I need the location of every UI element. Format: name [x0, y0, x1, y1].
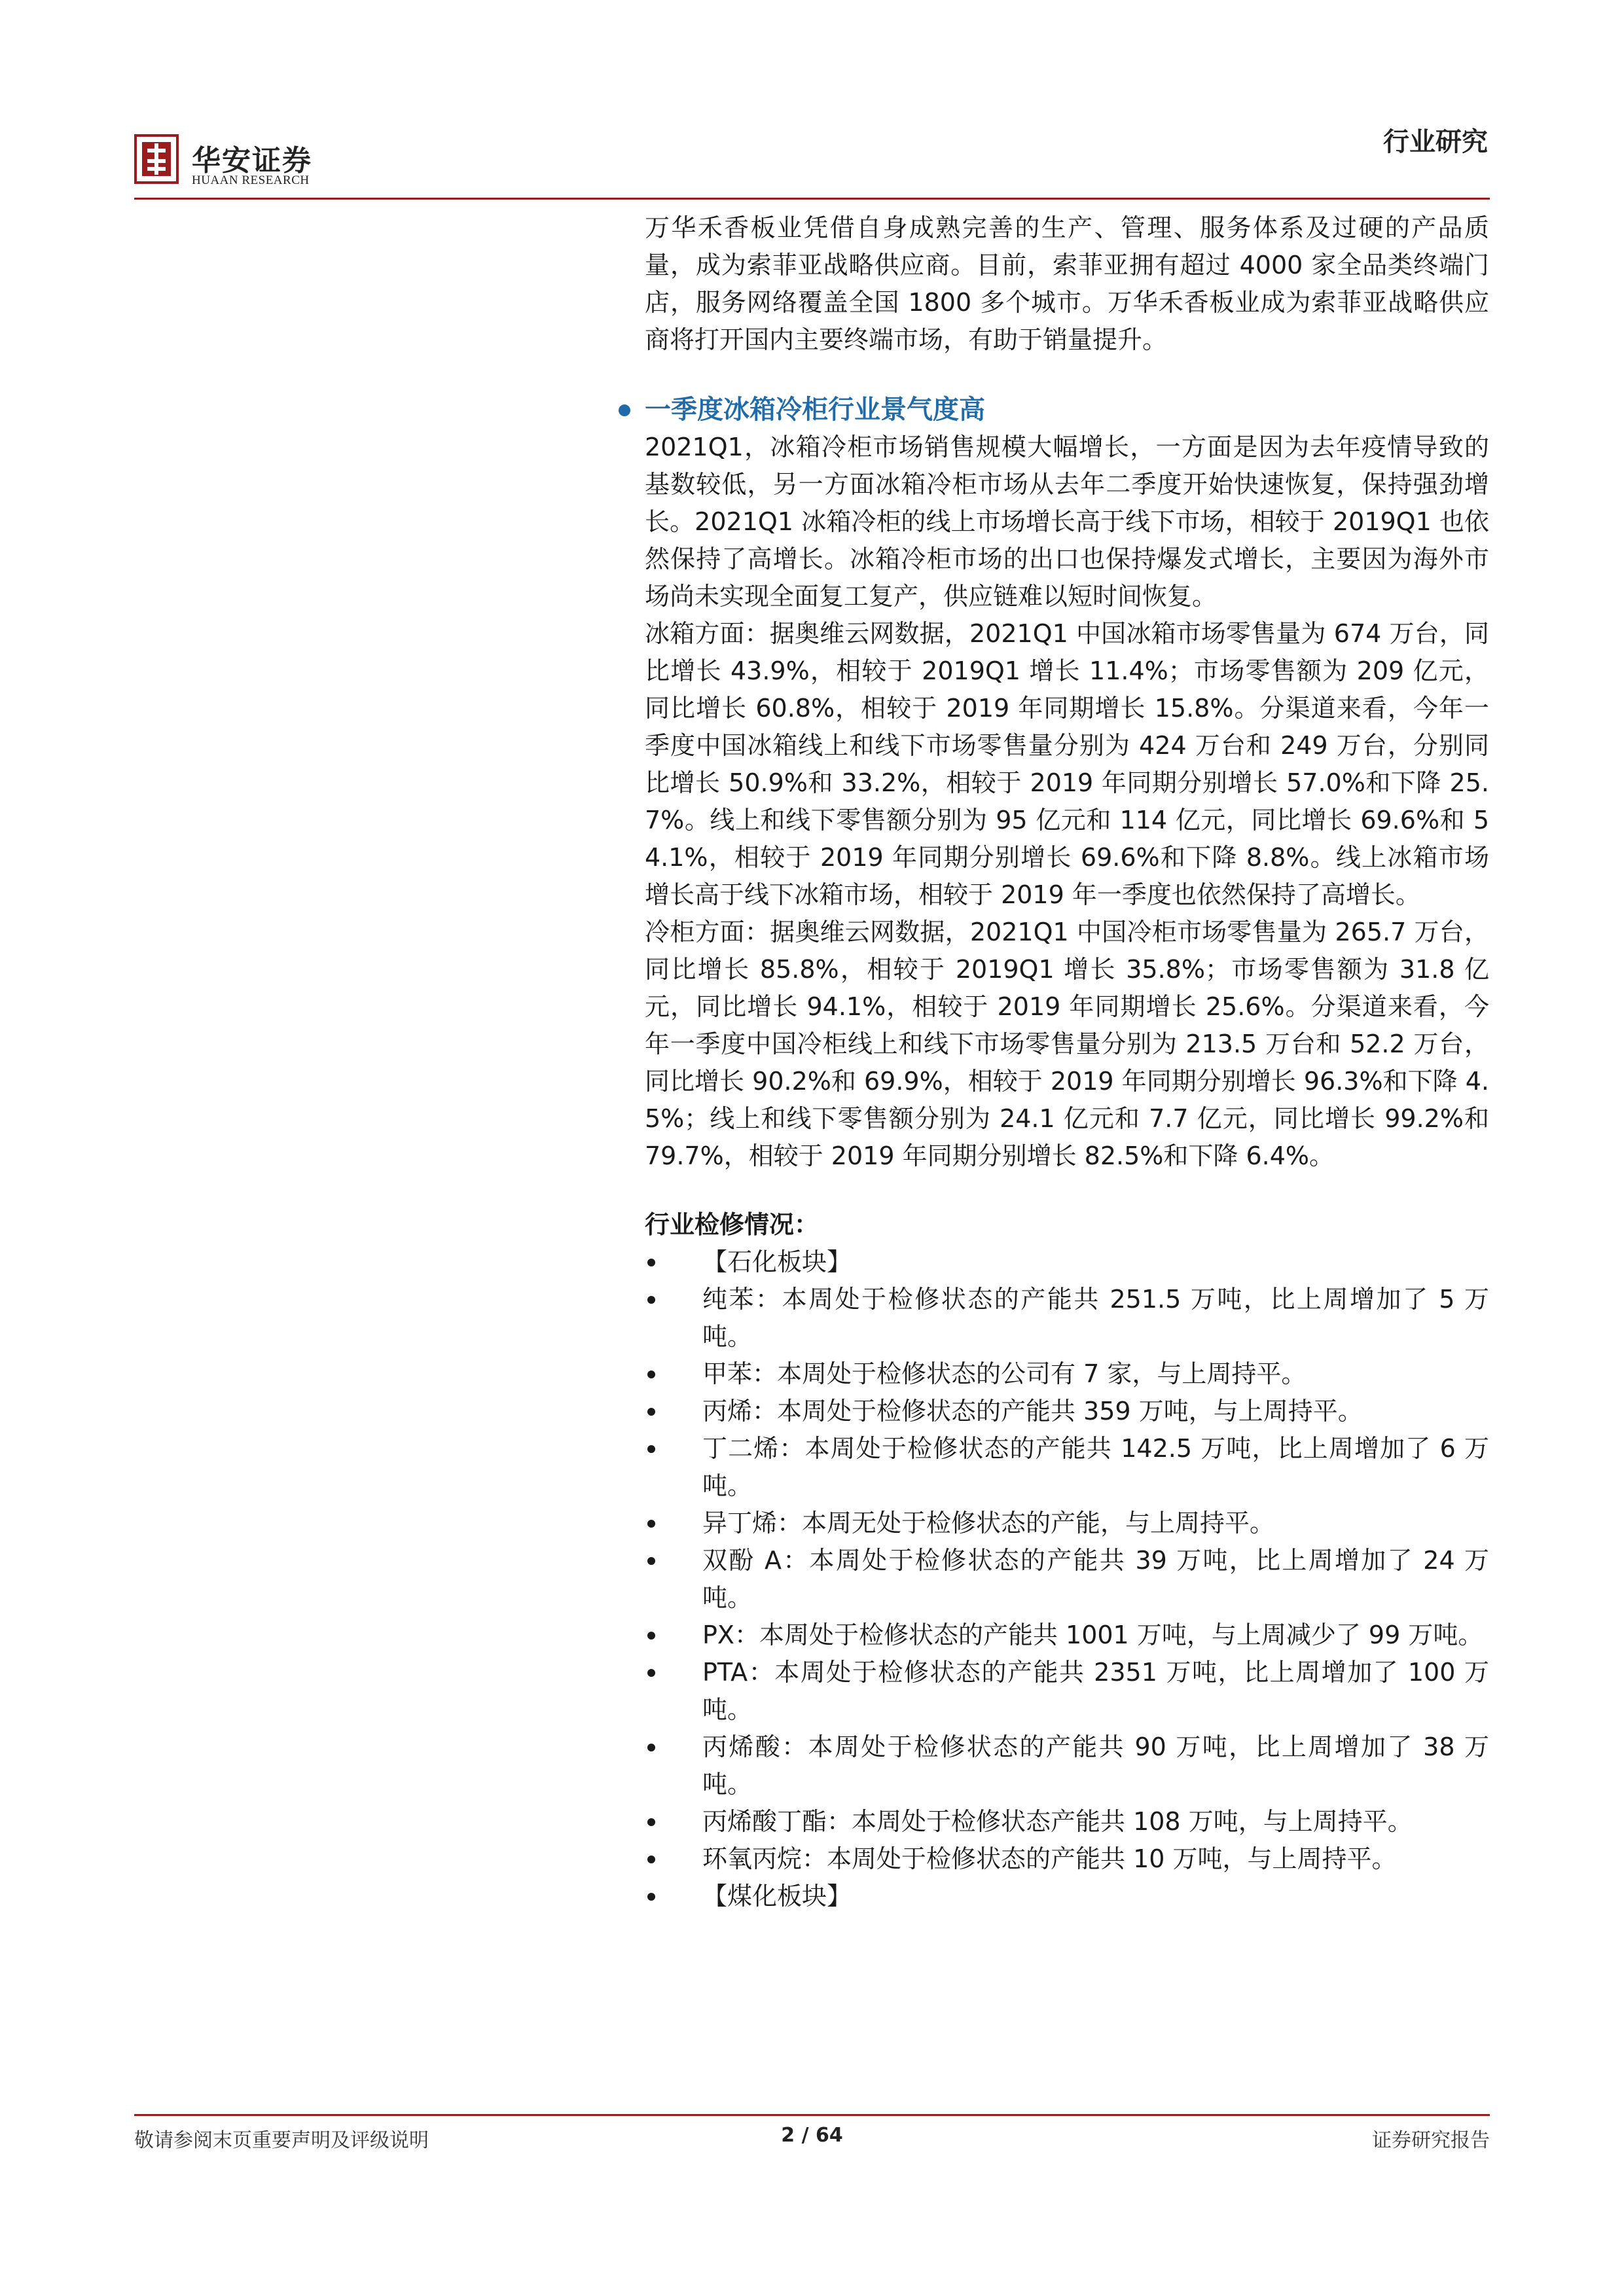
bullet-icon: [647, 1744, 655, 1751]
bullet-dot-icon: [619, 404, 630, 416]
bullet-icon: [647, 1445, 655, 1453]
body-paragraph-freezer: 冷柜方面：据奥维云网数据，2021Q1 中国冷柜市场零售量为 265.7 万台，同比增长 85.8%，相较于 2019Q1 增长 35.8%；市场零售额为 31.8 亿元，同比增长 94.1%，相较于 2019 年同期增长 25.6%。分渠道来看，今年一季度中国冷柜线上和线下市场零售量分别为 213.5 万台和 52.2 万台，同比增长 90.2%和 69.9%，相较于 2019 年同期分别增长 96.3%和下降 4.5%；线上和线下零售额分别为 24.1 亿元和 7.7 亿元，同比增长 99.2%和 79.7%，相较于 2019 年同期分别增长 82.5%和下降 6.4%。: [645, 918, 1489, 1170]
footer-divider: [134, 2114, 1490, 2116]
list-item: 双酚 A：本周处于检修状态的产能共 39 万吨，比上周增加了 24 万吨。: [645, 1542, 1489, 1617]
section-heading-text: 一季度冰箱冷柜行业景气度高: [645, 395, 985, 425]
footer-disclaimer: 敬请参阅末页重要声明及评级说明: [134, 2129, 429, 2152]
maintenance-list: [645, 1244, 1489, 1915]
list-item: 丙烯：本周处于检修状态的产能共 359 万吨，与上周持平。: [645, 1393, 1489, 1430]
list-item: 丙烯酸丁酯：本周处于检修状态产能共 108 万吨，与上周持平。: [645, 1803, 1489, 1840]
section-label: 行业研究: [1383, 127, 1488, 157]
bullet-icon: [647, 1259, 655, 1266]
header-divider: [134, 198, 1490, 200]
list-item: 纯苯：本周处于检修状态的产能共 251.5 万吨，比上周增加了 5 万吨。: [645, 1281, 1489, 1355]
bullet-icon: [647, 1296, 655, 1304]
bullet-icon: [647, 1893, 655, 1901]
list-item: 异丁烯：本周无处于检修状态的产能，与上周持平。: [645, 1505, 1489, 1542]
bullet-icon: [647, 1856, 655, 1863]
bullet-icon: [647, 1520, 655, 1528]
list-item: 丙烯酸：本周处于检修状态的产能共 90 万吨，比上周增加了 38 万吨。: [645, 1729, 1489, 1803]
bullet-icon: [647, 1818, 655, 1826]
main-content: [645, 209, 1489, 1915]
list-item: PTA：本周处于检修状态的产能共 2351 万吨，比上周增加了 100 万吨。: [645, 1654, 1489, 1729]
section-heading: [645, 391, 1489, 429]
bullet-icon: [647, 1408, 655, 1416]
body-paragraph-fridge: 冰箱方面：据奥维云网数据，2021Q1 中国冰箱市场零售量为 674 万台，同比增长 43.9%，相较于 2019Q1 增长 11.4%；市场零售额为 209 亿元，同比增长 60.8%，相较于 2019 年同期增长 15.8%。分渠道来看，今年一季度中国冰箱线上和线下市场零售量分别为 424 万台和 249 万台，分别同比增长 50.9%和 33.2%，相较于 2019 年同期分别增长 57.0%和下降 25.7%。线上和线下零售额分别为 95 亿元和 114 亿元，同比增长 69.6%和 54.1%，相较于 2019 年同期分别增长 69.6%和下降 8.8%。线上冰箱市场增长高于线下冰箱市场，相较于 2019 年一季度也依然保持了高增长。: [645, 619, 1489, 909]
logo-text-en: HUAAN RESEARCH: [192, 173, 310, 187]
logo-text-cn: 华安证券: [192, 144, 312, 177]
list-item: 【煤化板块】: [645, 1878, 1489, 1915]
list-item: 环氧丙烷：本周处于检修状态的产能共 10 万吨，与上周持平。: [645, 1840, 1489, 1878]
body-paragraph-market: 2021Q1，冰箱冷柜市场销售规模大幅增长，一方面是因为去年疫情导致的基数较低，另一方面冰箱冷柜市场从去年二季度开始快速恢复，保持强劲增长。2021Q1 冰箱冷柜的线上市场增长高于线下市场，相较于 2019Q1 也依然保持了高增长。冰箱冷柜市场的出口也保持爆发式增长，主要因为海外市场尚未实现全面复工复产，供应链难以短时间恢复。: [645, 433, 1489, 611]
seal-icon: [134, 134, 179, 184]
footer-doc-type: 证券研究报告: [1372, 2129, 1490, 2152]
bullet-icon: [647, 1557, 655, 1565]
bullet-icon: [647, 1669, 655, 1677]
company-logo: [134, 134, 331, 192]
list-item: 【石化板块】: [645, 1244, 1489, 1281]
list-item: 甲苯：本周处于检修状态的公司有 7 家，与上周持平。: [645, 1355, 1489, 1393]
maintenance-title: 行业检修情况：: [645, 1210, 820, 1239]
bullet-icon: [647, 1371, 655, 1378]
intro-paragraph: 万华禾香板业凭借自身成熟完善的生产、管理、服务体系及过硬的产品质量，成为索菲亚战略供应商。目前，索菲亚拥有超过 4000 家全品类终端门店，服务网络覆盖全国 1800 多个城市。万华禾香板业成为索菲亚战略供应商将打开国内主要终端市场，有助于销量提升。: [645, 213, 1489, 354]
list-item: PX：本周处于检修状态的产能共 1001 万吨，与上周减少了 99 万吨。: [645, 1617, 1489, 1654]
list-item: 丁二烯：本周处于检修状态的产能共 142.5 万吨，比上周增加了 6 万吨。: [645, 1430, 1489, 1505]
bullet-icon: [647, 1632, 655, 1640]
page-number: 2 / 64: [781, 2124, 843, 2147]
